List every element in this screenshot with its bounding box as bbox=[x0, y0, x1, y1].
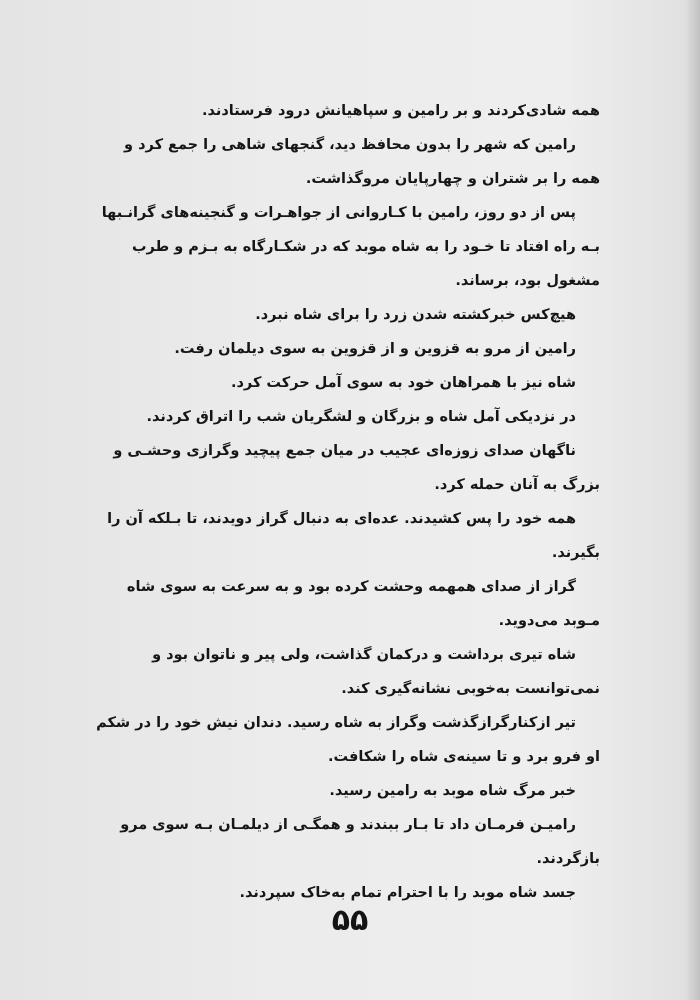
page-spine-shadow bbox=[686, 0, 700, 1000]
paragraph-13: خبر مرگ شاه موبد به رامین رسید. bbox=[329, 783, 576, 799]
paragraph-3: پس از دو روز، رامین با کـاروانی از جواهـرات و گنجینه‌های گرانـبها بـه راه افتاد تا خـود را به شاه موبد که در شکـارگاه به بـزم و طرب مشغول بود، برساند. bbox=[101, 205, 600, 289]
paragraph-5: رامین از مرو به قزوین و از قزوین به سوی دیلمان رفت. bbox=[174, 341, 576, 357]
paragraph-9: همه خود را پس کشیدند. عده‌ای به دنبال گراز دویدند، تا بـلکه آن را بگیرند. bbox=[107, 511, 600, 561]
paragraph-2: رامین که شهر را بدون محافظ دید، گنجهای شاهی را جمع کرد و همه را بر شتران و چهارپایان مروگذاشت. bbox=[124, 137, 600, 187]
paragraph-6: شاه نیز با همراهان خود به سوی آمل حرکت کرد. bbox=[230, 375, 576, 391]
paragraph-11: شاه تیری برداشت و درکمان گذاشت، ولی پیر و ناتوان بود و نمی‌توانست به‌خوبی نشانه‌گیری کند. bbox=[152, 647, 600, 697]
page-number: ۵۵ bbox=[331, 903, 369, 938]
paragraph-1: همه شادی‌کردند و بر رامین و سپاهیانش درود فرستادند. bbox=[202, 103, 600, 119]
paragraph-8: ناگهان صدای زوزه‌ای عجیب در میان جمع پیچید وگرازی وحشـی و بزرگ به آنان حمله کرد. bbox=[113, 443, 600, 493]
paragraph-14: رامیـن فرمـان داد تا بـار ببندند و همگـی از دیلمـان بـه سوی مرو بازگردند. bbox=[120, 817, 600, 867]
paragraph-12: تیر ازکنارگرازگذشت وگراز به شاه رسید. دندان نیش خود را در شکم او فرو برد و تا سینه‌ی شاه را شکافت. bbox=[96, 715, 600, 765]
paragraph-4: هیچ‌کس خبرکشته شدن زرد را برای شاه نبرد. bbox=[255, 307, 576, 323]
body-text bbox=[95, 94, 600, 910]
paragraph-15: جسد شاه موبد را با احترام تمام به‌خاک سپردند. bbox=[239, 885, 576, 901]
paragraph-7: در نزدیکی آمل شاه و بزرگان و لشگریان شب را اتراق کردند. bbox=[146, 409, 576, 425]
paragraph-10: گراز از صدای همهمه وحشت کرده بود و به سرعت به سوی شاه مـوبد می‌دوید. bbox=[126, 579, 600, 629]
